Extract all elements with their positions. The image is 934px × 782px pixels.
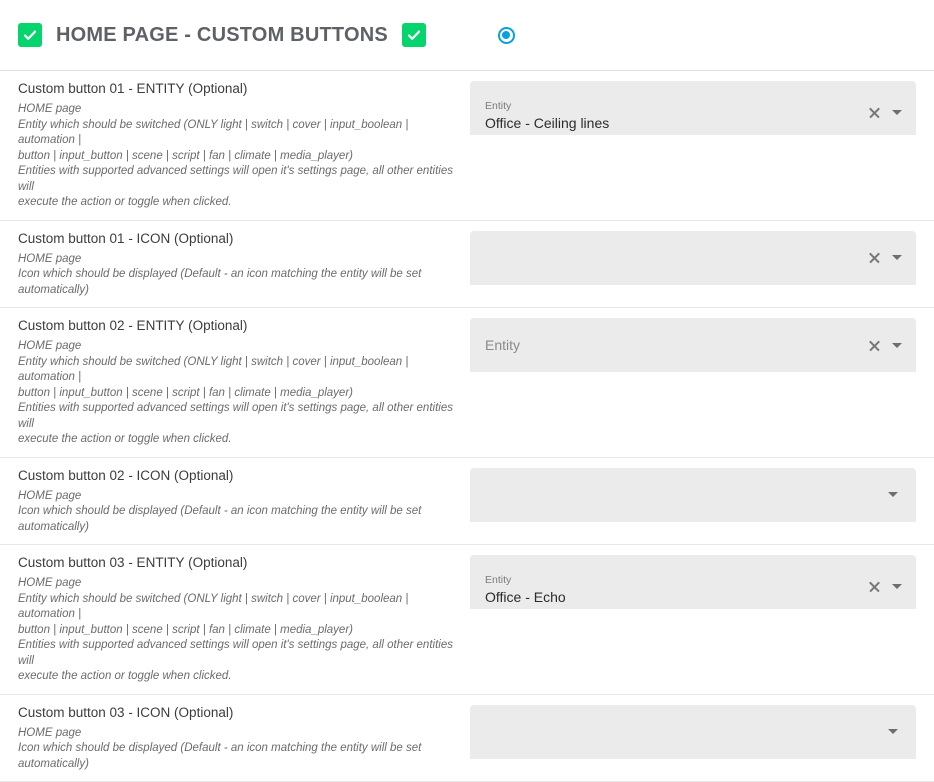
field-value: Office - Echo <box>485 588 867 607</box>
clear-x-icon[interactable] <box>867 338 882 353</box>
section-header <box>0 0 934 71</box>
field-text-wrap <box>485 231 867 285</box>
field-text-wrap <box>485 705 888 759</box>
setting-row <box>0 545 934 695</box>
section-enable-checkbox-left[interactable] <box>18 23 42 47</box>
chevron-down-icon[interactable] <box>892 255 902 260</box>
radio-selected-icon[interactable] <box>498 27 515 44</box>
setting-row <box>0 308 934 458</box>
field-text-wrap <box>485 468 888 522</box>
description-line: Entities with supported advanced settings will open it's settings page, all other entities will <box>18 638 460 669</box>
setting-label-column <box>18 554 470 685</box>
setting-row <box>0 458 934 546</box>
description-line: Icon which should be displayed (Default - an icon matching the entity will be set <box>18 267 460 283</box>
setting-field-column <box>470 467 918 522</box>
description-line: Entities with supported advanced settings will open it's settings page, all other entities will <box>18 401 460 432</box>
field-icons <box>867 105 908 120</box>
description-line: Icon which should be displayed (Default - an icon matching the entity will be set <box>18 741 460 757</box>
setting-description <box>18 489 460 536</box>
description-line: automatically) <box>18 283 460 299</box>
description-line: Icon which should be displayed (Default - an icon matching the entity will be set <box>18 504 460 520</box>
chevron-down-icon[interactable] <box>888 729 898 734</box>
setting-description <box>18 726 460 773</box>
setting-row <box>0 221 934 309</box>
setting-label-column <box>18 317 470 448</box>
entity-select-1[interactable] <box>470 81 916 135</box>
description-line: HOME page <box>18 102 460 118</box>
check-icon <box>406 27 422 43</box>
clear-x-icon[interactable] <box>867 105 882 120</box>
section-radio-group[interactable] <box>498 27 515 44</box>
description-line: execute the action or toggle when clicked. <box>18 195 460 211</box>
description-line: button | input_button | scene | script | fan | climate | media_player) <box>18 386 460 402</box>
icon-select-2[interactable] <box>470 468 916 522</box>
field-float-label: Entity <box>485 100 867 112</box>
entity-select-3[interactable] <box>470 555 916 609</box>
description-line: button | input_button | scene | script | fan | climate | media_player) <box>18 149 460 165</box>
setting-label-column <box>18 467 470 536</box>
setting-title: Custom button 02 - ICON (Optional) <box>18 467 460 485</box>
description-line: Entity which should be switched (ONLY light | switch | cover | input_boolean | automation | <box>18 118 460 149</box>
description-line: execute the action or toggle when clicked. <box>18 669 460 685</box>
setting-description <box>18 339 460 448</box>
setting-title: Custom button 02 - ENTITY (Optional) <box>18 317 460 335</box>
icon-select-3[interactable] <box>470 705 916 759</box>
setting-row <box>0 695 934 782</box>
clear-x-icon[interactable] <box>867 250 882 265</box>
field-text-wrap <box>485 563 867 609</box>
field-icons <box>888 492 904 497</box>
field-float-label: Entity <box>485 574 867 586</box>
description-line: Entity which should be switched (ONLY light | switch | cover | input_boolean | automation | <box>18 355 460 386</box>
field-icons <box>888 729 904 734</box>
setting-field-column <box>470 230 918 285</box>
description-line: HOME page <box>18 252 460 268</box>
setting-title: Custom button 01 - ENTITY (Optional) <box>18 80 460 98</box>
icon-select-1[interactable] <box>470 231 916 285</box>
page-title: HOME PAGE - CUSTOM BUTTONS <box>56 24 388 47</box>
setting-title: Custom button 03 - ENTITY (Optional) <box>18 554 460 572</box>
description-line: Entity which should be switched (ONLY light | switch | cover | input_boolean | automation | <box>18 592 460 623</box>
description-line: HOME page <box>18 339 460 355</box>
setting-field-column <box>470 704 918 759</box>
chevron-down-icon[interactable] <box>892 343 902 348</box>
setting-title: Custom button 01 - ICON (Optional) <box>18 230 460 248</box>
setting-description <box>18 102 460 211</box>
setting-label-column <box>18 230 470 299</box>
field-value: Office - Ceiling lines <box>485 114 867 133</box>
description-line: Entities with supported advanced settings will open it's settings page, all other entities will <box>18 164 460 195</box>
setting-label-column <box>18 80 470 211</box>
chevron-down-icon[interactable] <box>892 584 902 589</box>
chevron-down-icon[interactable] <box>888 492 898 497</box>
field-placeholder: Entity <box>485 336 867 355</box>
setting-title: Custom button 03 - ICON (Optional) <box>18 704 460 722</box>
setting-label-column <box>18 704 470 773</box>
field-text-wrap <box>485 89 867 135</box>
entity-select-2[interactable] <box>470 318 916 372</box>
description-line: HOME page <box>18 489 460 505</box>
field-text-wrap <box>485 318 867 372</box>
description-line: execute the action or toggle when clicked. <box>18 432 460 448</box>
description-line: button | input_button | scene | script | fan | climate | media_player) <box>18 623 460 639</box>
field-icons <box>867 579 908 594</box>
setting-description <box>18 252 460 299</box>
description-line: HOME page <box>18 576 460 592</box>
section-enable-checkbox-right[interactable] <box>402 23 426 47</box>
check-icon <box>22 27 38 43</box>
field-icons <box>867 250 908 265</box>
description-line: HOME page <box>18 726 460 742</box>
setting-field-column <box>470 317 918 372</box>
setting-row <box>0 71 934 221</box>
chevron-down-icon[interactable] <box>892 110 902 115</box>
description-line: automatically) <box>18 520 460 536</box>
clear-x-icon[interactable] <box>867 579 882 594</box>
description-line: automatically) <box>18 757 460 773</box>
setting-description <box>18 576 460 685</box>
radio-dot <box>502 31 510 39</box>
setting-field-column <box>470 554 918 609</box>
setting-field-column <box>470 80 918 135</box>
field-icons <box>867 338 908 353</box>
